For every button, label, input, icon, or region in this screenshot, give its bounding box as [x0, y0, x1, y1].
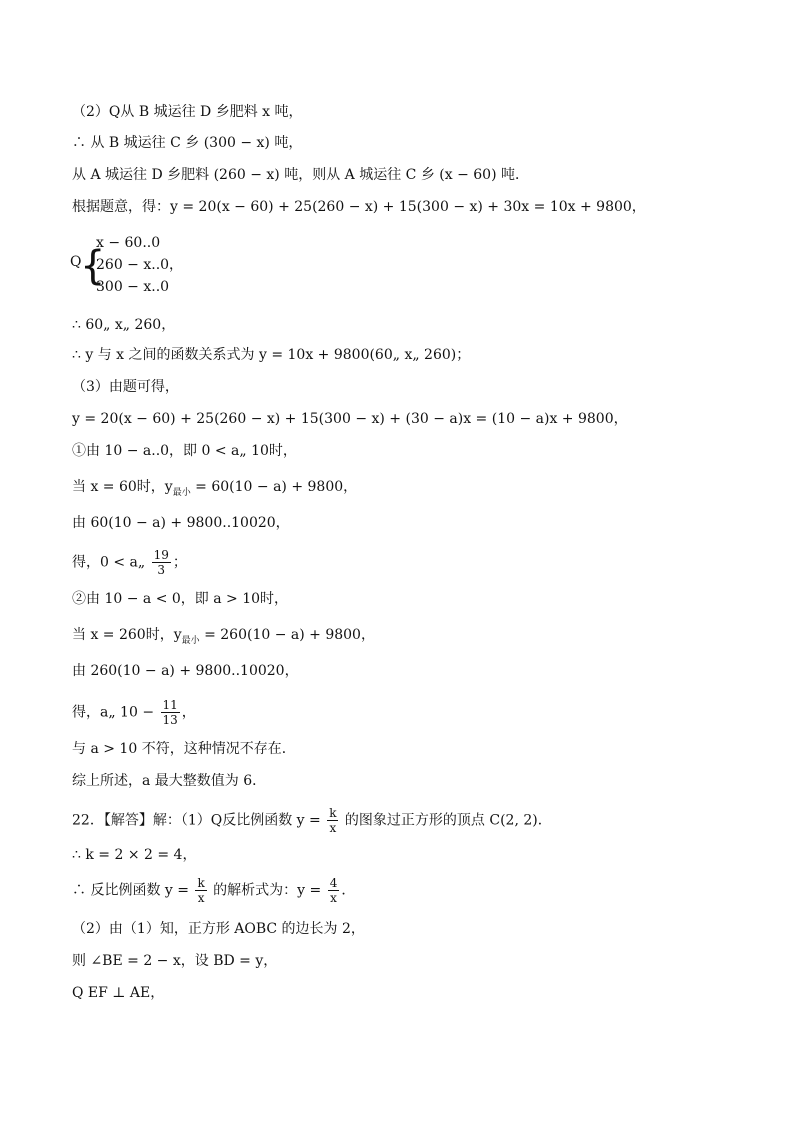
text-run: 22．【解答】解：（1）Q反比例函数 y =	[72, 812, 326, 829]
system-row: x − 60..0	[96, 235, 161, 251]
text-run: = 60(10 − a) + 9800，	[190, 479, 358, 495]
fraction-numerator: k	[329, 806, 337, 820]
text-line: 则 ∠BE = 2 − x，设 BD = y，	[72, 953, 278, 969]
text-run: 得，0 < a„	[72, 554, 150, 571]
text-line	[72, 626, 375, 650]
inequality-system	[72, 232, 272, 296]
text-line: 由 60(10 − a) + 9800..10020，	[72, 515, 290, 531]
text-run: 的图象过正方形的顶点 C(2, 2)．	[340, 812, 552, 829]
fraction-denominator: x	[197, 891, 205, 905]
text-line	[72, 548, 187, 577]
text-run: ．	[341, 882, 356, 899]
text-run: 当 x = 60时，y	[72, 479, 173, 495]
since-symbol: Q	[70, 254, 82, 270]
text-line: ∴ 60„ x„ 260，	[72, 317, 176, 333]
text-line	[72, 698, 196, 727]
text-run: 的解析式为：y =	[208, 882, 326, 899]
text-line: ∴ k = 2 × 2 = 4，	[72, 847, 197, 863]
text-line: （3）由题可得，	[72, 379, 179, 395]
text-run: 当 x = 260时，y	[72, 627, 182, 643]
fraction-numerator: 4	[329, 876, 338, 890]
text-run: = 260(10 − a) + 9800，	[199, 627, 375, 643]
text-line: Q EF ⊥ AE，	[72, 985, 165, 1001]
text-line: 与 a > 10 不符，这种情况不存在．	[72, 741, 296, 757]
fraction-numerator: 11	[162, 698, 178, 712]
text-line: （2）Q从 B 城运往 D 乡肥料 x 吨，	[72, 104, 303, 120]
text-line	[72, 876, 355, 905]
fraction-denominator: 13	[162, 713, 178, 727]
left-brace: {	[80, 243, 106, 289]
text-line: 由 260(10 − a) + 9800..10020，	[72, 663, 299, 679]
fraction	[328, 876, 340, 905]
text-line: （2）由（1）知，正方形 AOBC 的边长为 2，	[72, 921, 365, 937]
text-run: 得，a„ 10 −	[72, 704, 159, 721]
text-line: 从 A 城运往 D 乡肥料 (260 − x) 吨，则从 A 城运往 C 乡 (x − 60) 吨．	[72, 167, 529, 183]
fraction-numerator: k	[197, 876, 205, 890]
text-line: y = 20(x − 60) + 25(260 − x) + 15(300 − x) + (30 − a)x = (10 − a)x + 9800，	[72, 411, 628, 427]
text-line: 根据题意，得：y = 20(x − 60) + 25(260 − x) + 15(300 − x) + 30x = 10x + 9800，	[72, 199, 646, 215]
fraction-denominator: 3	[157, 563, 166, 577]
text-line: ①由 10 − a..0，即 0 < a„ 10时，	[72, 443, 297, 459]
subscript: 最小	[172, 487, 191, 498]
fraction	[161, 698, 180, 727]
text-run: ∴ 反比例函数 y =	[72, 882, 194, 899]
fraction	[327, 806, 338, 835]
text-line: ∴ y 与 x 之间的函数关系式为 y = 10x + 9800(60„ x„ 260)；	[72, 347, 471, 363]
fraction-denominator: x	[329, 821, 337, 835]
text-line: 综上所述，a 最大整数值为 6．	[72, 773, 267, 789]
subscript: 最小	[181, 635, 200, 646]
text-line: ②由 10 − a < 0，即 a > 10时，	[72, 591, 289, 607]
fraction-denominator: x	[330, 891, 337, 905]
text-run: ；	[172, 554, 187, 571]
system-row: 300 − x..0	[96, 279, 170, 295]
text-line	[72, 806, 552, 835]
system-row: 260 − x..0，	[96, 257, 184, 273]
fraction	[195, 876, 206, 905]
fraction-numerator: 19	[153, 548, 169, 562]
fraction	[152, 548, 171, 577]
text-line: ∴ 从 B 城运往 C 乡 (300 − x) 吨，	[72, 135, 303, 151]
text-line	[72, 478, 357, 502]
text-run: ，	[181, 704, 196, 721]
